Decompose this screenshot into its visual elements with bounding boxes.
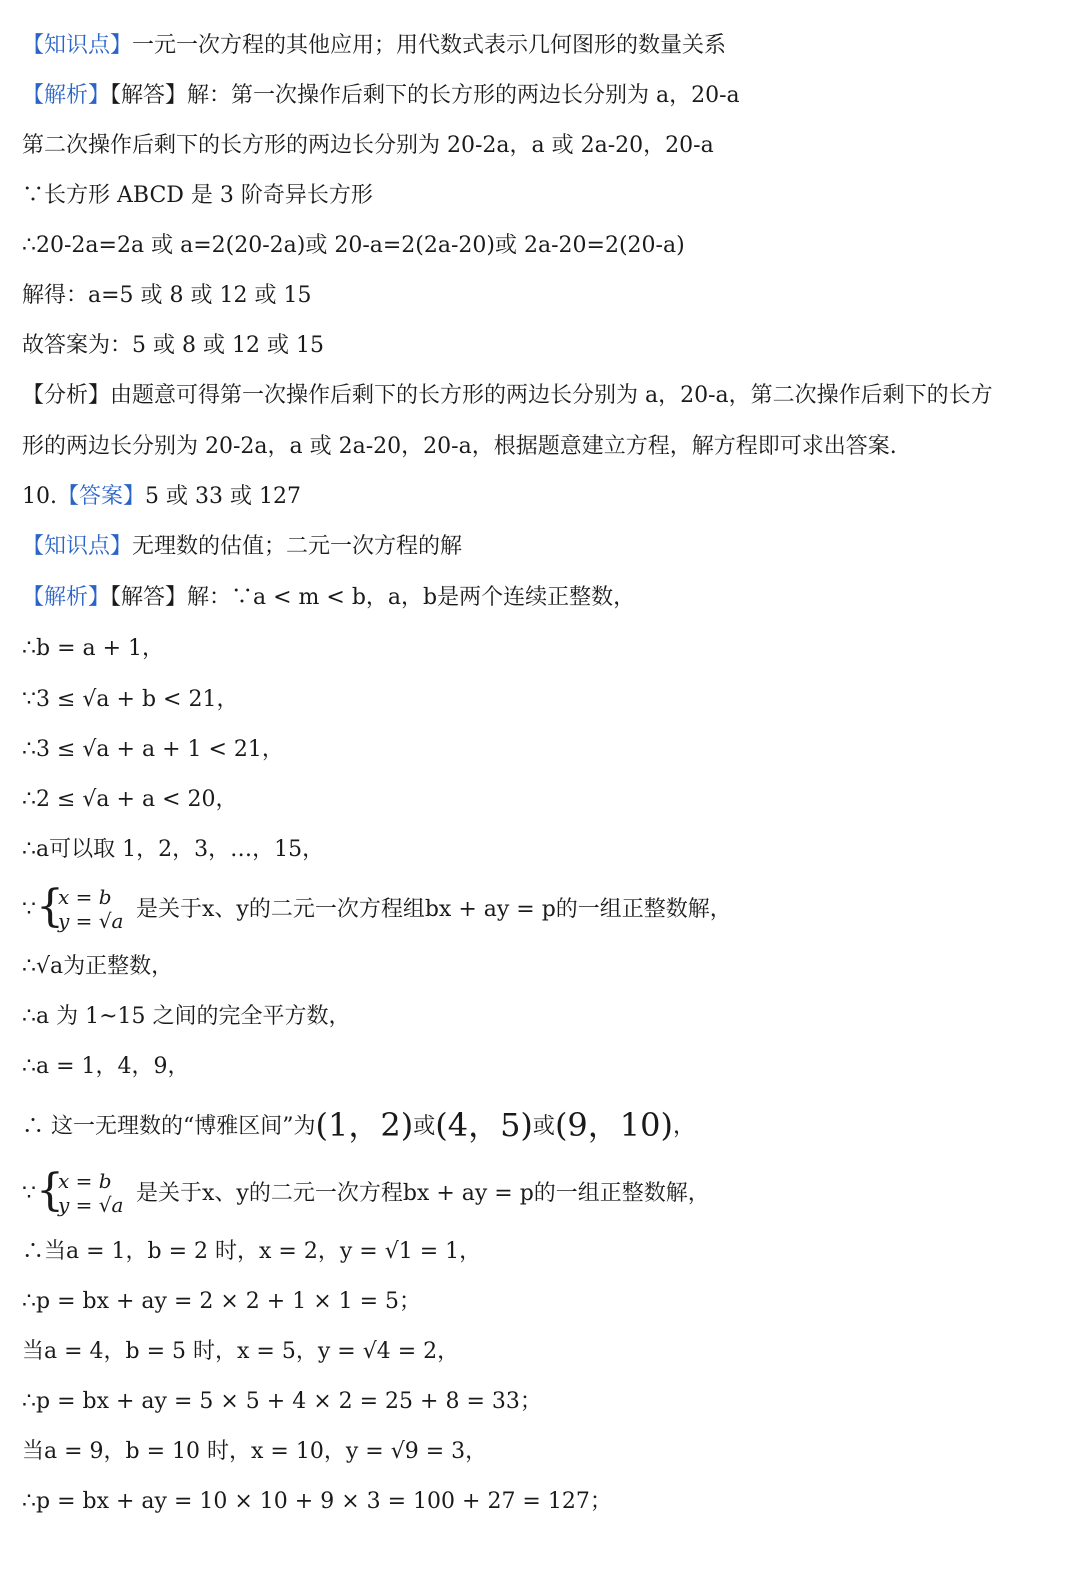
interval-2: (4，5) bbox=[435, 1106, 533, 1144]
text-line: 第二次操作后剩下的长方形的两边长分别为 20-2a，a 或 2a-20，20-a bbox=[22, 133, 714, 158]
math-line: 当a = 4，b = 5 时，x = 5，y = √4 = 2， bbox=[22, 1339, 460, 1364]
text-line: ∴a 为 1~15 之间的完全平方数， bbox=[22, 1004, 351, 1029]
math-line: ∵3 ≤ √a + b < 21， bbox=[22, 687, 239, 712]
tag-analysis-summary: 【分析】 bbox=[22, 383, 111, 408]
comma: ， bbox=[673, 1114, 696, 1139]
tag-answer: 【答案】 bbox=[57, 484, 146, 509]
equation-system bbox=[36, 881, 136, 933]
knowledge-point-line-2 bbox=[22, 527, 1060, 567]
because-symbol: ∵ bbox=[22, 1181, 36, 1206]
because-symbol: ∵ bbox=[22, 897, 36, 922]
math-line: ∴3 ≤ √a + a + 1 < 21， bbox=[22, 737, 284, 762]
analysis-line-2 bbox=[22, 578, 1060, 618]
math-line: ∴p = bx + ay = 10 × 10 + 9 × 3 = 100 + 27 = 127； bbox=[22, 1489, 612, 1514]
math-line: ∴√a为正整数， bbox=[22, 954, 174, 979]
question-number: 10. bbox=[22, 484, 57, 509]
tag-knowledge-point: 【知识点】 bbox=[22, 33, 133, 58]
brace-icon: { bbox=[36, 1165, 64, 1216]
system-row-2: y = √a bbox=[58, 1193, 124, 1217]
system-row-1: x = b bbox=[58, 885, 112, 909]
knowledge-point-text: 无理数的估值；二元一次方程的解 bbox=[132, 534, 463, 559]
math-line: 当a = 9，b = 10 时，x = 10，y = √9 = 3， bbox=[22, 1439, 488, 1464]
math-line: ∴b = a + 1， bbox=[22, 636, 165, 661]
knowledge-point-text: 一元一次方程的其他应用；用代数式表示几何图形的数量关系 bbox=[132, 33, 727, 58]
system-row-1: x = b bbox=[58, 1169, 112, 1193]
tag-knowledge-point: 【知识点】 bbox=[22, 534, 133, 559]
equation-system bbox=[36, 1165, 136, 1217]
analysis-summary-text: 由题意可得第一次操作后剩下的长方形的两边长分别为 a，20-a，第二次操作后剩下的长方 bbox=[110, 383, 993, 408]
question-10-answer-line bbox=[22, 477, 1060, 517]
math-line: ∴a = 1，4，9， bbox=[22, 1054, 190, 1079]
tag-analysis: 【解析】 bbox=[22, 585, 111, 610]
tag-analysis: 【解析】 bbox=[22, 83, 111, 108]
text-line: 形的两边长分别为 20-2a，a 或 2a-20，20-a，根据题意建立方程，解方程即可求出答案. bbox=[22, 434, 897, 459]
system-row-2: y = √a bbox=[58, 909, 124, 933]
brace-icon: { bbox=[36, 881, 64, 932]
system-description: 是关于x、y的二元一次方程组bx + ay = p的一组正整数解， bbox=[136, 897, 732, 922]
answer-text: 【解答】解：第一次操作后剩下的长方形的两边长分别为 a，20-a bbox=[110, 83, 740, 108]
interval-intro: ∴ 这一无理数的“博雅区间”为 bbox=[22, 1114, 316, 1139]
equation-system-line-2 bbox=[22, 1165, 1060, 1217]
interval-line bbox=[22, 1105, 1060, 1145]
text-line: 故答案为：5 或 8 或 12 或 15 bbox=[22, 333, 324, 358]
interval-3: (9，10) bbox=[554, 1106, 673, 1144]
text-line: 解得：a=5 或 8 或 12 或 15 bbox=[22, 283, 312, 308]
math-line: ∴p = bx + ay = 5 × 5 + 4 × 2 = 25 + 8 = 33； bbox=[22, 1389, 542, 1414]
equation-system-line-1 bbox=[22, 881, 1060, 933]
analysis-line-1 bbox=[22, 76, 1060, 116]
text-line: ∴20-2a=2a 或 a=2(20-2a)或 20-a=2(2a-20)或 2a-20=2(20-a) bbox=[22, 233, 685, 258]
or-word: 或 bbox=[413, 1114, 436, 1139]
answer-text: 【解答】解：∵a < m < b，a，b是两个连续正整数， bbox=[110, 585, 636, 610]
or-word: 或 bbox=[532, 1114, 555, 1139]
answer-value: 5 或 33 或 127 bbox=[145, 484, 301, 509]
math-line: ∴a可以取 1，2，3，…，15， bbox=[22, 837, 325, 862]
math-line: ∴2 ≤ √a + a < 20， bbox=[22, 787, 238, 812]
interval-1: (1，2) bbox=[315, 1106, 414, 1144]
math-line: ∴p = bx + ay = 2 × 2 + 1 × 1 = 5； bbox=[22, 1289, 422, 1314]
analysis-summary-line bbox=[22, 376, 1060, 416]
text-line: ∵长方形 ABCD 是 3 阶奇异长方形 bbox=[22, 183, 373, 208]
math-line: ∴当a = 1，b = 2 时，x = 2，y = √1 = 1， bbox=[22, 1239, 482, 1264]
system-description: 是关于x、y的二元一次方程bx + ay = p的一组正整数解， bbox=[136, 1181, 710, 1206]
knowledge-point-line-1 bbox=[22, 26, 1060, 66]
